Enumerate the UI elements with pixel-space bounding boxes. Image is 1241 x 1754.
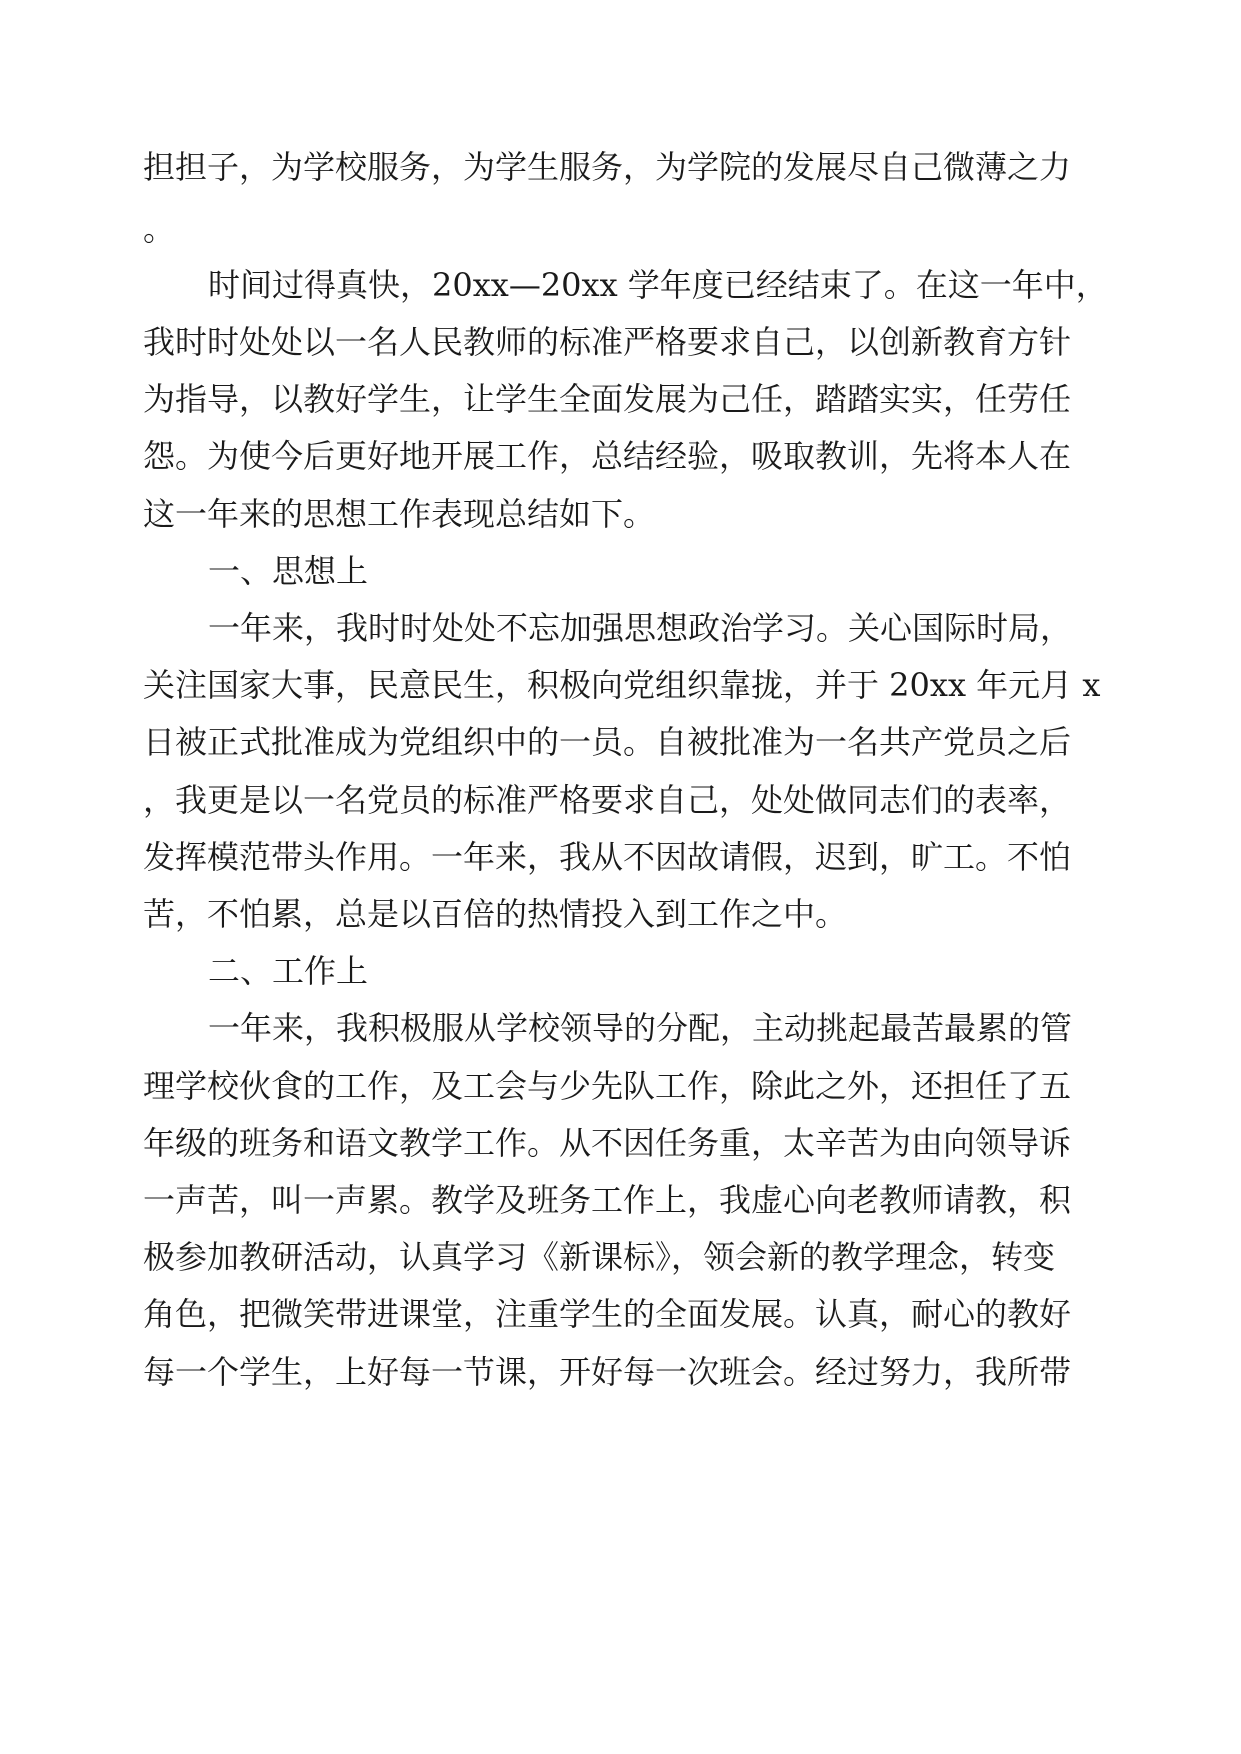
text-line: 。 — [143, 210, 176, 248]
text-line: 我时时处处以一名人民教师的标准严格要求自己，以创新教育方针 — [143, 323, 1072, 361]
text-line: 一年来，我积极服从学校领导的分配，主动挑起最苦最累的管 — [208, 1009, 1073, 1047]
text-line: 时间过得真快，20xx—20xx 学年度已经结束了。在这一年中， — [208, 266, 1108, 304]
text-line: 担担子，为学校服务，为学生服务，为学院的发展尽自己微薄之力 — [143, 148, 1072, 186]
text-line: 日被正式批准成为党组织中的一员。自被批准为一名共产党员之后 — [143, 723, 1072, 761]
text-line: 理学校伙食的工作，及工会与少先队工作，除此之外，还担任了五 — [143, 1067, 1072, 1105]
text-line: 发挥模范带头作用。一年来，我从不因故请假，迟到，旷工。不怕 — [143, 838, 1072, 876]
text-line: 怨。为使今后更好地开展工作，总结经验，吸取教训，先将本人在 — [143, 437, 1072, 475]
section-heading: 二、工作上 — [208, 952, 369, 990]
text-line: 每一个学生，上好每一节课，开好每一次班会。经过努力，我所带 — [143, 1353, 1072, 1391]
text-line: 一声苦，叫一声累。教学及班务工作上，我虚心向老教师请教，积 — [143, 1181, 1072, 1219]
text-line: ，我更是以一名党员的标准严格要求自己，处处做同志们的表率， — [143, 781, 1072, 819]
text-line: 苦，不怕累，总是以百倍的热情投入到工作之中。 — [143, 895, 848, 933]
text-line: 极参加教研活动，认真学习《新课标》，领会新的教学理念，转变 — [143, 1238, 1056, 1276]
text-line: 年级的班务和语文教学工作。从不因任务重，太辛苦为由向领导诉 — [143, 1124, 1072, 1162]
section-heading: 一、思想上 — [208, 552, 369, 590]
text-line: 角色，把微笑带进课堂，注重学生的全面发展。认真，耐心的教好 — [143, 1295, 1072, 1333]
text-line: 这一年来的思想工作表现总结如下。 — [143, 495, 656, 533]
text-line: 一年来，我时时处处不忘加强思想政治学习。关心国际时局， — [208, 609, 1073, 647]
text-line: 关注国家大事，民意民生，积极向党组织靠拢，并于 20xx 年元月 x — [143, 666, 1101, 704]
text-line: 为指导，以教好学生，让学生全面发展为己任，踏踏实实，任劳任 — [143, 380, 1072, 418]
